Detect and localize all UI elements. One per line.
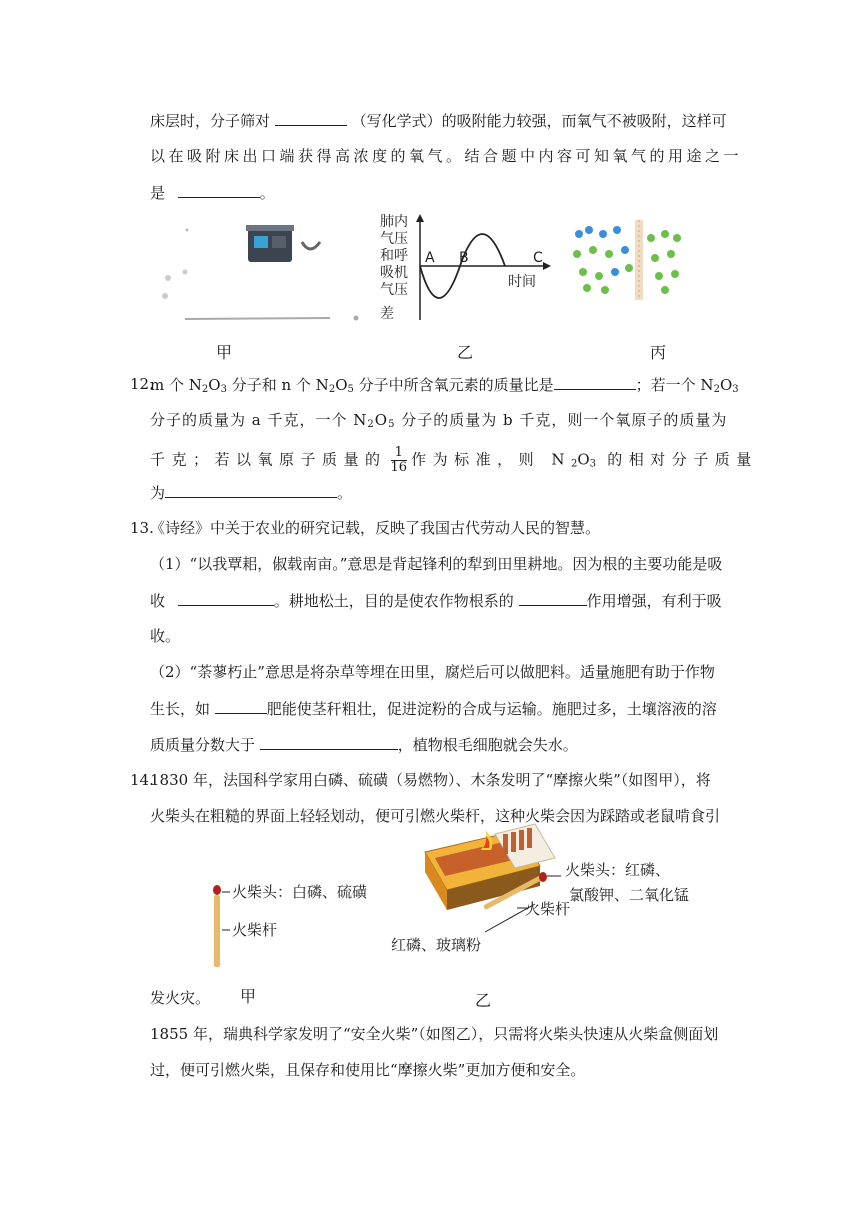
q13-text: 质质量分数大于	[150, 736, 256, 754]
safety-match-head-icon	[539, 872, 547, 882]
subscript: 2	[328, 384, 336, 395]
intro-text: 。	[259, 184, 275, 202]
figure-yi-safety-match	[385, 820, 725, 958]
fraction-numerator: 1	[391, 446, 408, 461]
intro-text: （写化学式）的吸附能力较强，而氧气不被吸附，这样可	[351, 112, 727, 130]
subscript: 2	[201, 384, 209, 395]
q13-part2-line-1: （2）“荼蓼朽止”意思是将杂草等埋在田里，腐烂后可以做肥料。适量施肥有助于作物	[150, 663, 715, 681]
question-number-14: 14.	[130, 771, 154, 789]
q14-line-4: 1855 年，瑞典科学家发明了“安全火柴”（如图乙），只需将火柴头快速从火柴盒侧面划	[150, 1025, 719, 1043]
graph-ylabel: 差	[380, 306, 394, 322]
q13-part1-line-1: （1）“以我覃耜，俶载南亩。”意思是背起锋利的犁到田里耕地。因为根的主要功能是吸	[150, 555, 723, 573]
matchbox-icon	[425, 824, 555, 910]
figure-label-bing: 丙	[650, 343, 667, 362]
graph-ylabel: 和呼	[380, 248, 408, 264]
q12-text: 的相对分子质量	[596, 450, 758, 469]
q12-line-2	[150, 410, 727, 435]
subscript: 2	[367, 419, 375, 430]
q12-text: 分子的质量为 b 千克，则一个氧原子的质量为	[395, 411, 728, 429]
answer-blank	[260, 734, 398, 750]
figure-bing-sieve	[565, 220, 685, 300]
q13-part1-line-3: 收。	[150, 627, 181, 645]
q12-text: O	[208, 376, 221, 394]
box-side-label: 红磷、玻璃粉	[391, 936, 482, 954]
intro-text: 是	[150, 184, 166, 202]
device-screen	[254, 236, 268, 248]
q14-line-3: 发火灾。	[150, 989, 211, 1007]
intro-line-1	[150, 110, 727, 131]
graph-point-a: A	[425, 250, 435, 266]
match-head-label: 火柴头：白磷、硫磺	[232, 883, 368, 901]
figure-jia-friction-match	[200, 880, 390, 972]
q12-line-3	[150, 446, 758, 475]
subscript: 2	[713, 384, 720, 395]
q14-line-1: 1830 年，法国科学家用白磷、硫磺（易燃物）、木条发明了“摩擦火柴”（如图甲），将	[150, 771, 711, 789]
safety-head-label: 氯酸钾、二氧化锰	[569, 886, 690, 904]
q12-text: 分子和 n 个 N	[226, 376, 329, 394]
safety-stick-label: 火柴杆	[525, 900, 571, 918]
figure-label-jia: 甲	[216, 343, 233, 362]
figure-label-yi: 乙	[457, 343, 474, 362]
figure-yi-graph	[375, 210, 555, 330]
answer-blank	[554, 374, 636, 390]
q12-text: 作为标准，则 N	[411, 450, 571, 469]
safety-head-label: 火柴头：红磷、	[565, 861, 671, 879]
q12-text: m 个 N	[150, 376, 202, 394]
q13-part2-line-3	[150, 734, 578, 755]
graph-ylabel: 气压	[380, 282, 408, 298]
q13-text: 肥能使茎秆粗壮，促进淀粉的合成与运输。施肥过多，土壤溶液的溶	[266, 700, 717, 718]
graph-ylabel: 气压	[380, 231, 408, 247]
q12-text: O	[719, 376, 733, 394]
q12-line-1	[150, 374, 739, 400]
molecule-cluster-left	[573, 226, 633, 294]
question-number-12: 12.	[130, 375, 154, 393]
intro-line-2: 以在吸附床出口端获得高浓度的氧气。结合题中内容可知氧气的用途之一	[150, 147, 743, 165]
answer-blank	[275, 110, 347, 126]
subscript: 2	[570, 458, 578, 470]
figure-label-jia-2: 甲	[240, 987, 257, 1006]
q13-title: 《诗经》中关于农业的研究记载，反映了我国古代劳动人民的智慧。	[150, 519, 601, 537]
graph-point-b: B	[459, 250, 469, 266]
molecule-cluster-right	[647, 230, 681, 294]
q13-text: 。耕地松土，目的是使农作物根系的	[273, 592, 514, 610]
q12-text: 。	[337, 484, 353, 502]
q13-text: 生长，如	[150, 700, 211, 718]
answer-blank	[178, 182, 260, 198]
q13-text: 收	[150, 592, 166, 610]
intro-line-3	[150, 182, 275, 203]
q14-line-2: 火柴头在粗糙的界面上轻轻划动，便可引燃火柴杆，这种火柴会因为踩踏或老鼠啃食引	[150, 807, 721, 825]
figure-label-yi-2: 乙	[475, 991, 492, 1010]
intro-text: 床层时，分子筛对	[150, 112, 271, 130]
question-number-13: 13.	[130, 519, 154, 537]
match-stick-label: 火柴杆	[232, 921, 278, 939]
graph-xlabel: 时间	[508, 274, 536, 290]
q12-line-4	[150, 482, 352, 503]
q12-text: 分子的质量为 a 千克，一个 N	[150, 411, 368, 429]
q14-line-5: 过，便可引燃火柴，且保存和使用比“摩擦火柴”更加方便和安全。	[150, 1061, 586, 1079]
subscript: 3	[220, 384, 227, 395]
match-head-icon	[213, 885, 221, 895]
q12-text: 分子中所含氧元素的质量比是	[353, 376, 554, 394]
graph-point-c: C	[533, 250, 543, 266]
q12-text: ；若一个 N	[635, 376, 714, 394]
tube-icon	[302, 242, 320, 249]
q12-text: 千克；若以氧原子质量的	[150, 450, 387, 469]
subscript: 5	[388, 419, 396, 430]
q13-text: 作用增强，有利于吸	[586, 592, 722, 610]
answer-blank	[519, 590, 587, 606]
q12-text: O	[335, 376, 348, 394]
q13-part1-line-2	[150, 590, 722, 611]
graph-ylabel: 肺内	[380, 214, 408, 230]
match-stick-icon	[214, 895, 220, 967]
subscript: 3	[589, 458, 597, 470]
fraction-one-sixteenth	[391, 446, 408, 475]
answer-blank	[178, 590, 274, 606]
figure-jia-device	[150, 212, 370, 330]
answer-blank	[165, 482, 337, 498]
q13-part2-line-2	[150, 698, 717, 719]
q12-text: O	[577, 450, 590, 469]
q12-text: 为	[150, 484, 166, 502]
fraction-denominator: 16	[390, 460, 408, 475]
q12-text: O	[374, 411, 389, 429]
cable-line	[185, 318, 330, 319]
q13-text: ，植物根毛细胞就会失水。	[397, 736, 578, 754]
graph-ylabel: 吸机	[380, 265, 408, 281]
answer-blank	[215, 698, 267, 714]
subscript: 3	[732, 384, 739, 395]
subscript: 5	[347, 384, 354, 395]
